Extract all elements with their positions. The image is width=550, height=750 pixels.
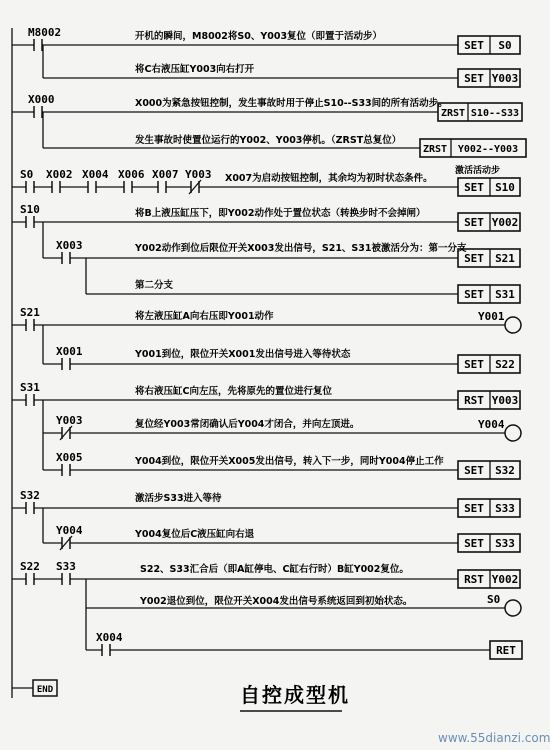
diagram-title: 自控成型机: [240, 683, 350, 707]
output-set-s33: [458, 499, 520, 517]
coil-y004-label: Y004: [478, 418, 505, 431]
output-set-s22-op: SET: [464, 358, 484, 371]
output-set-s32-arg: S32: [495, 464, 515, 477]
output-set-s10-arg: S10: [495, 181, 515, 194]
contact-s22-label: S22: [20, 560, 40, 573]
comment-3: X000为紧急按钮控制，发生事故时用于停止S10--S33间的所有活动步。: [135, 98, 448, 109]
contact-x004: [82, 168, 109, 193]
comment-10: Y001到位，限位开关X001发出信号进入等待状态: [135, 349, 351, 360]
output-set-s10-op: SET: [464, 181, 484, 194]
output-set-s31-arg: S31: [495, 288, 515, 301]
coil-y004: [478, 418, 521, 441]
output-set-s31: [458, 285, 520, 303]
output-set-s21-arg: S21: [495, 252, 515, 265]
output-set-y002-op: SET: [464, 216, 484, 229]
contact-x001-label: X001: [56, 345, 83, 358]
end-label: END: [36, 685, 54, 695]
contact-s31-label: S31: [20, 381, 40, 394]
comment-1: 开机的瞬间，M8002将S0、Y003复位（即置于活动步）: [135, 31, 383, 42]
output-set-s33b-arg: S33: [495, 537, 515, 550]
contact-x001: [56, 345, 83, 370]
contact-s0: [20, 168, 34, 193]
coil-s0-label: S0: [487, 593, 501, 606]
contact-y004-label: Y004: [56, 524, 83, 537]
output-zrst-y002-arg: Y002--Y003: [457, 144, 519, 155]
comment-7: Y002动作到位后限位开关X003发出信号，S21、S31被激活分为：第一分支: [135, 243, 467, 254]
comment-5: X007为启动按钮控制，其余均为初时状态条件。: [225, 173, 433, 184]
contact-m8002: [28, 26, 61, 51]
output-rst-y003-op: RST: [464, 394, 484, 407]
output-zrst-s10-arg: S10--S33: [470, 108, 520, 119]
comment-9: 将左液压缸A向右压即Y001动作: [135, 311, 274, 322]
coil-y001: [478, 310, 521, 333]
contact-s22: [20, 560, 40, 585]
contact-x004b: [96, 631, 123, 656]
comment-15: Y004复位后C液压缸向右退: [135, 529, 255, 540]
contact-x004-label: X004: [82, 168, 109, 181]
output-set-s0-arg: S0: [498, 39, 512, 52]
comment-8: 第二分支: [135, 280, 174, 291]
contact-x007: [152, 168, 179, 193]
end-instruction: [33, 680, 57, 696]
coil-s0: [487, 593, 521, 616]
comment-5a: 激活活动步: [455, 166, 501, 176]
output-set-y003-arg: Y003: [491, 72, 519, 85]
output-set-s33-op: SET: [464, 502, 484, 515]
contact-x000: [28, 93, 55, 118]
output-set-s22: [458, 355, 520, 373]
contact-x003: [56, 239, 83, 264]
output-set-y002-arg: Y002: [491, 216, 519, 229]
coil-y001-label: Y001: [478, 310, 505, 323]
contact-s33: [56, 560, 76, 585]
output-set-s21-op: SET: [464, 252, 484, 265]
contact-x006: [118, 168, 145, 193]
contact-s31: [20, 381, 40, 406]
contact-s33-label: S33: [56, 560, 76, 573]
contact-s32-label: S32: [20, 489, 40, 502]
output-set-s10: [458, 178, 520, 196]
contact-x004b-label: X004: [96, 631, 123, 644]
output-ret-label: RET: [496, 644, 516, 657]
contact-x005: [56, 451, 83, 476]
contact-s21: [20, 306, 40, 331]
comment-6: 将B上液压缸压下，即Y002动作处于置位状态（转换步时不会掉闸）: [135, 208, 426, 219]
contact-m8002-label: M8002: [28, 26, 62, 39]
comment-13: Y004到位，限位开关X005发出信号，转入下一步，同时Y004停止工作: [135, 456, 444, 467]
output-set-s33b-op: SET: [464, 537, 484, 550]
contact-group: [20, 26, 212, 656]
contact-x002: [46, 168, 73, 193]
contact-y003-label: Y003: [185, 168, 212, 181]
output-zrst-y002-op: ZRST: [422, 144, 448, 155]
contact-x002-label: X002: [46, 168, 73, 181]
contact-s0-label: S0: [20, 168, 34, 181]
comment-14: 激活步S33进入等待: [135, 493, 222, 504]
watermark-text: www.55dianzi.com: [438, 731, 550, 745]
contact-x003-label: X003: [56, 239, 83, 252]
output-rst-y002-op: RST: [464, 573, 484, 586]
output-set-y002: [458, 213, 520, 231]
output-set-y003: [458, 69, 520, 87]
output-zrst-s10-op: ZRST: [440, 108, 466, 119]
output-rst-y003-arg: Y003: [491, 394, 519, 407]
contact-x006-label: X006: [118, 168, 145, 181]
comment-4: 发生事故时使置位运行的Y002、Y003停机。（ZRST总复位）: [135, 135, 402, 146]
output-set-y003-op: SET: [464, 72, 484, 85]
output-rst-y002: [458, 570, 520, 588]
contact-s10: [20, 203, 40, 228]
contact-x005-label: X005: [56, 451, 83, 464]
comment-12: 复位经Y003常闭确认后Y004才闭合，并向左顶进。: [135, 419, 360, 430]
contact-y003b: [56, 414, 83, 440]
output-set-s22-arg: S22: [495, 358, 515, 371]
output-ret: [490, 641, 522, 659]
contact-y003b-label: Y003: [56, 414, 83, 427]
output-set-s32-op: SET: [464, 464, 484, 477]
output-rst-y002-arg: Y002: [491, 573, 519, 586]
comment-2: 将C右液压缸Y003向右打开: [135, 64, 255, 75]
comment-11: 将右液压缸C向左压，先将原先的置位进行复位: [135, 386, 332, 397]
output-set-s0-op: SET: [464, 39, 484, 52]
contact-x007-label: X007: [152, 168, 179, 181]
contact-y004: [56, 524, 83, 550]
output-set-s0: [458, 36, 520, 54]
output-set-s21: [458, 249, 520, 267]
comment-16: S22、S33汇合后（即A缸停电、C缸右行时）B缸Y002复位。: [140, 564, 409, 575]
contact-s32: [20, 489, 40, 514]
output-zrst-y002: [420, 139, 526, 157]
output-set-s33-arg: S33: [495, 502, 515, 515]
output-set-s32: [458, 461, 520, 479]
contact-y003: [185, 168, 212, 194]
output-zrst-s10: [438, 103, 522, 121]
contact-s10-label: S10: [20, 203, 40, 216]
output-set-s33b: [458, 534, 520, 552]
contact-x000-label: X000: [28, 93, 55, 106]
comment-17: Y002退位到位，限位开关X004发出信号系统返回到初始状态。: [140, 596, 413, 607]
contact-s21-label: S21: [20, 306, 40, 319]
output-rst-y003: [458, 391, 520, 409]
output-set-s31-op: SET: [464, 288, 484, 301]
